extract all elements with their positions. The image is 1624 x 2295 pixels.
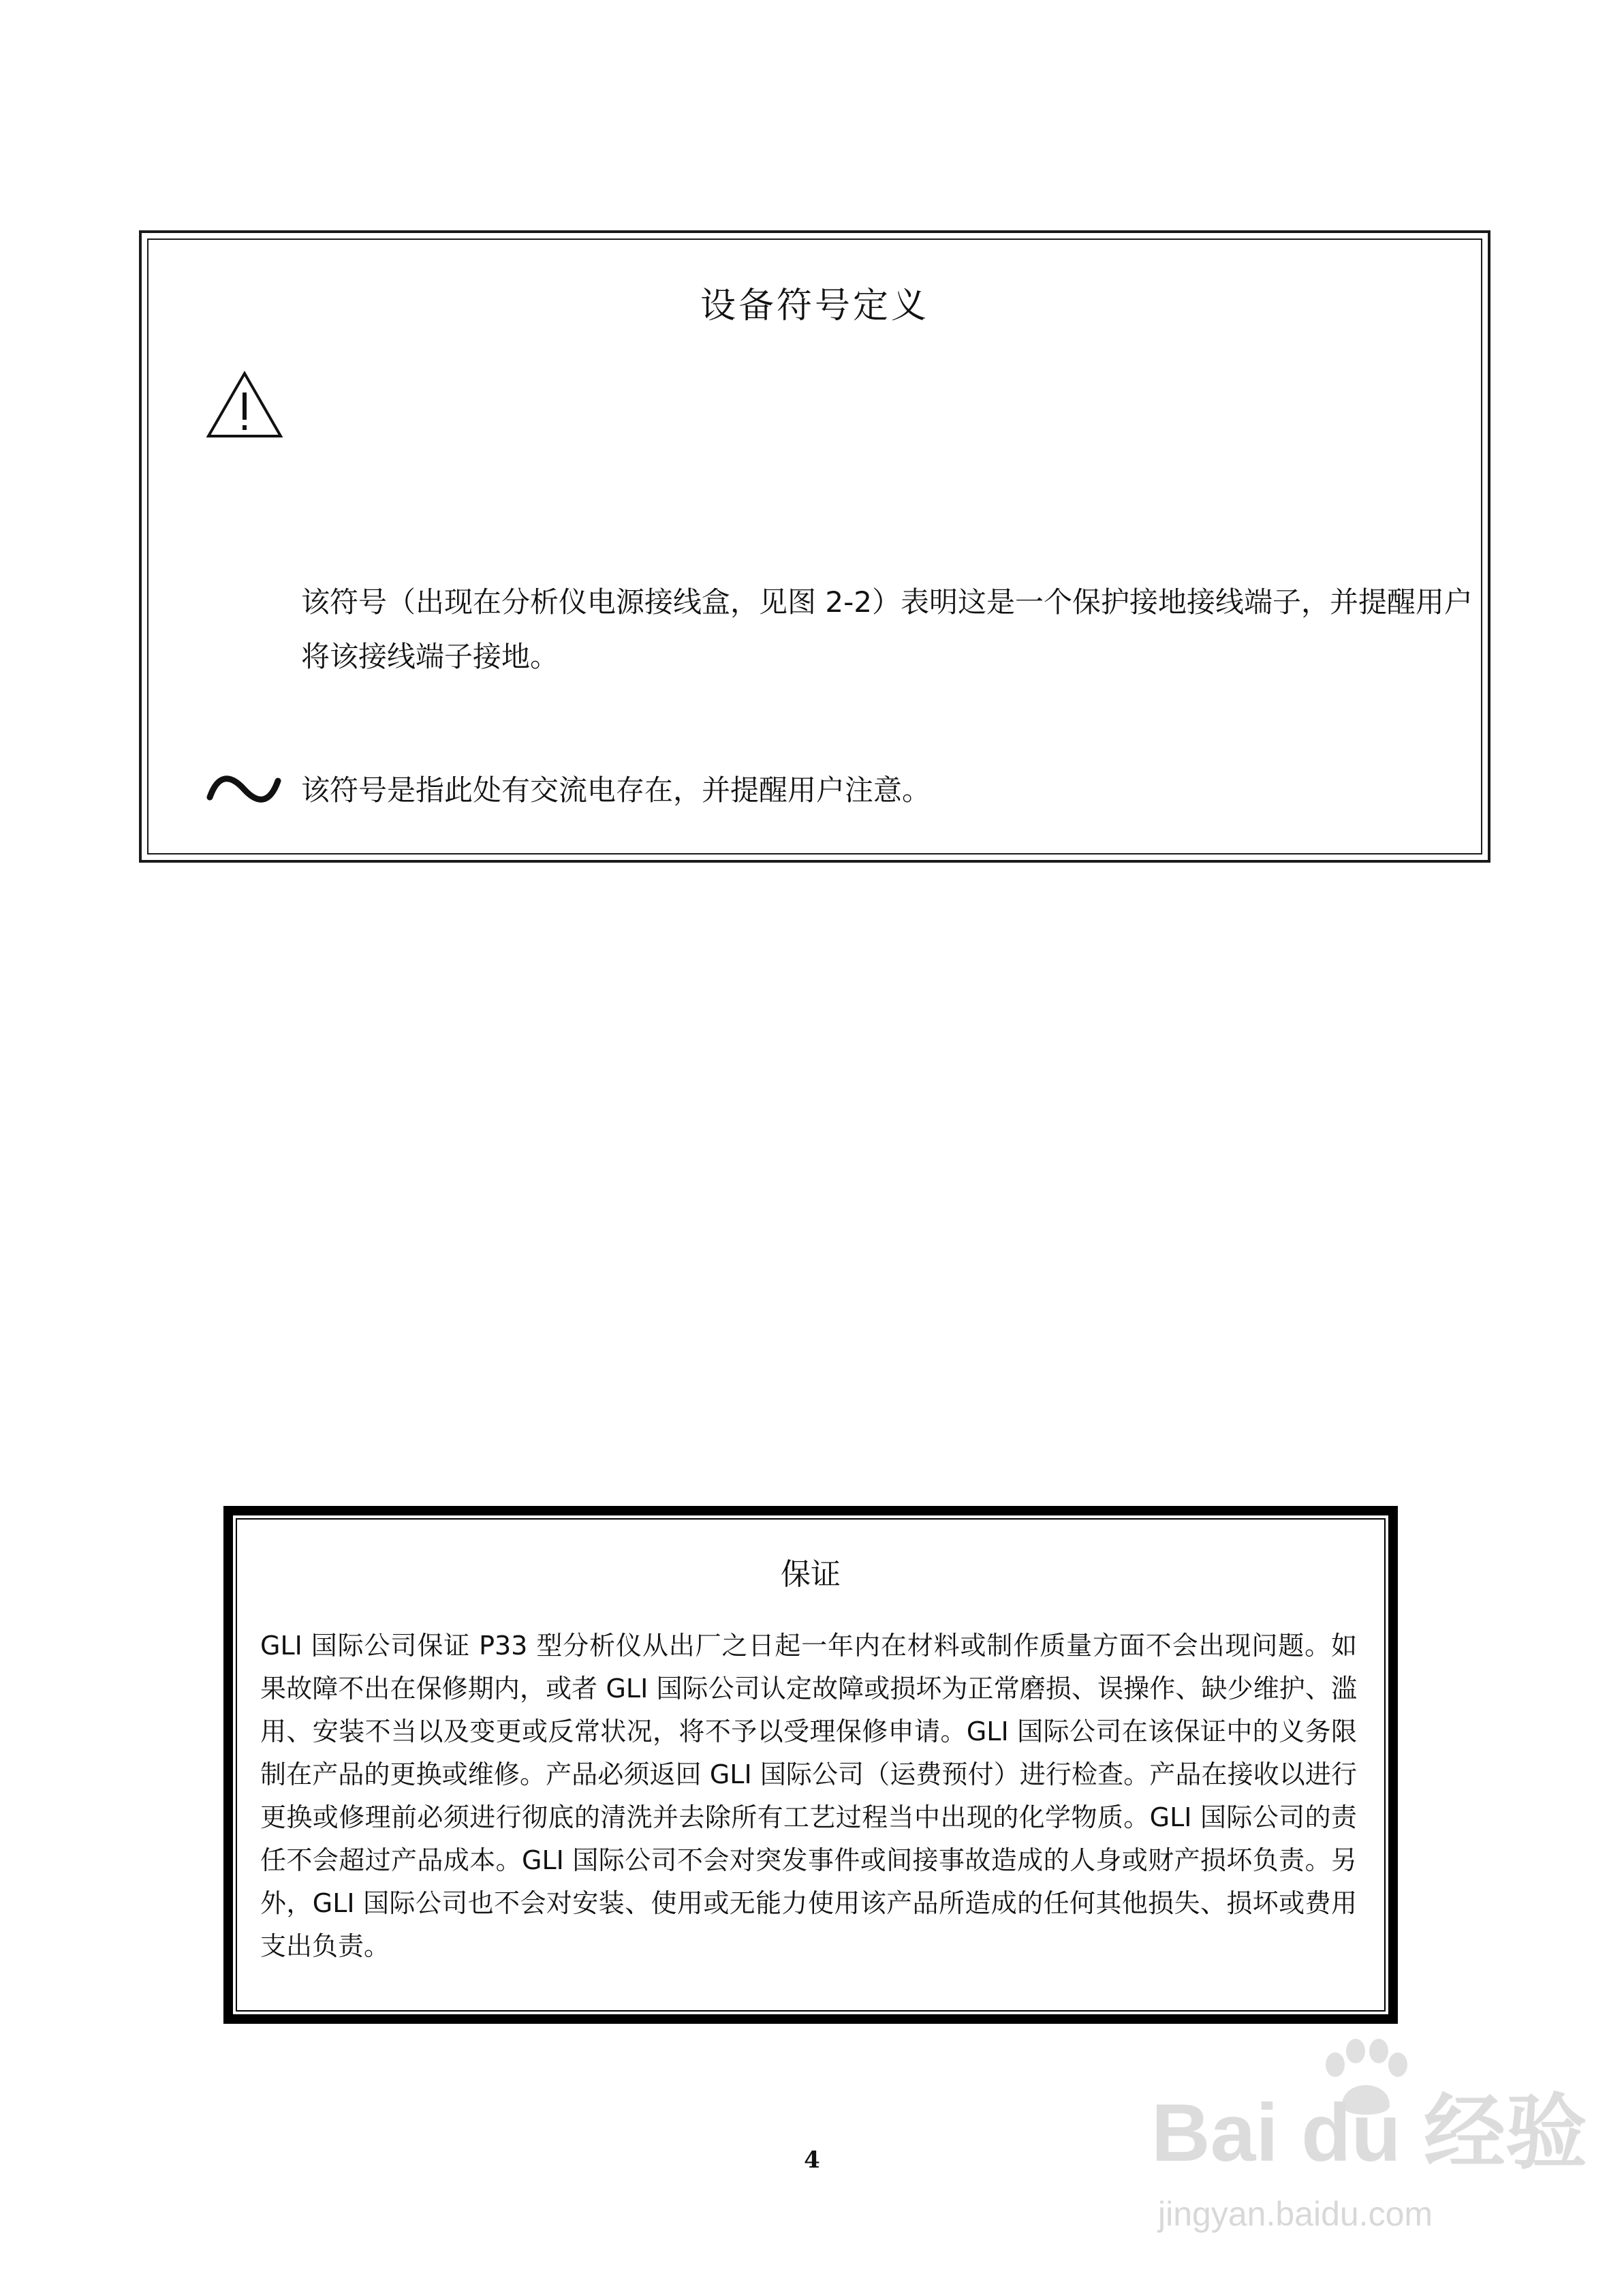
symbol-definition-box bbox=[139, 230, 1490, 863]
warranty-body-text: GLI 国际公司保证 P33 型分析仪从出厂之日起一年内在材料或制作质量方面不会出现问题。如果故障不出在保修期内，或者 GLI 国际公司认定故障或损坏为正常磨损、误操作、缺少维护、滥用、安装不当以及变更或反常状况，将不予以受理保修申请。GLI 国际公司在该保证中的义务限制在产品的更换或维修。产品必须返回 GLI 国际公司（运费预付）进行检查。产品在接收以进行更换或修理前必须进行彻底的清洗并去除所有工艺过程当中出现的化学物质。GLI 国际公司的责任不会超过产品成本。GLI 国际公司不会对突发事件或间接事故造成的人身或财产损坏负责。另外，GLI 国际公司也不会对安装、使用或无能力使用该产品所造成的任何其他损失、损坏或费用支出负责。 bbox=[260, 1631, 1357, 1961]
warranty-box bbox=[223, 1506, 1398, 2024]
watermark-url: jingyan.baidu.com bbox=[1158, 2195, 1433, 2233]
ground-symbol-description: 该符号（出现在分析仪电源接线盒，见图 2-2）表明这是一个保护接地接线端子，并提醒用户将该接线端子接地。 bbox=[301, 585, 1473, 673]
page-number: 4 bbox=[804, 2146, 820, 2174]
warning-triangle-icon bbox=[206, 371, 283, 439]
alternating-current-icon bbox=[206, 770, 282, 808]
warranty-title: 保证 bbox=[781, 1557, 841, 1592]
watermark-logo-text: Bai du 经验 bbox=[1151, 2087, 1588, 2178]
symbol-section-title: 设备符号定义 bbox=[700, 286, 929, 326]
baidu-jingyan-watermark bbox=[1151, 2065, 1588, 2235]
ac-symbol-description: 该符号是指此处有交流电存在，并提醒用户注意。 bbox=[301, 773, 931, 807]
symbol-definition-box-inner-border bbox=[147, 238, 1482, 854]
